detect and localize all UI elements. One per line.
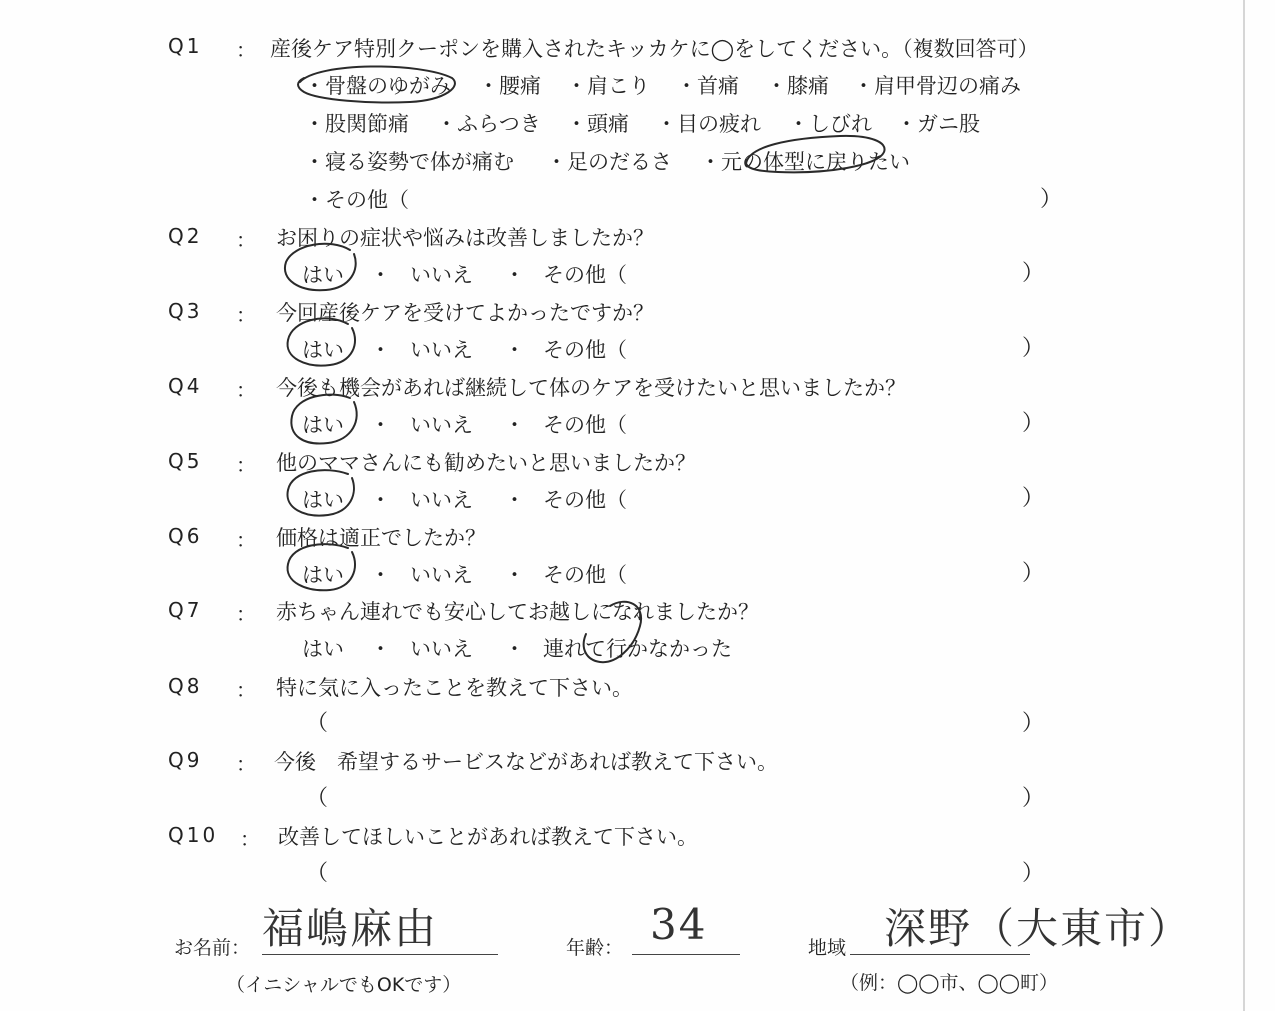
age-value: 34 xyxy=(650,900,708,949)
q2-other: その他（ xyxy=(543,263,627,287)
q1-option-dizziness: ・ふらつき xyxy=(436,112,541,136)
region-label: 地域 xyxy=(808,937,847,959)
q3-sep1: ・ xyxy=(370,338,391,362)
q7-no: いいえ xyxy=(410,637,473,661)
q9-text: 今後 希望するサービスなどがあれば教えて下さい。 xyxy=(274,750,778,774)
q5-sep2: ・ xyxy=(504,488,525,512)
q10-number: Q10 xyxy=(168,823,219,847)
q2-sep1: ・ xyxy=(370,263,391,287)
q8-answer-close: ） xyxy=(1022,711,1045,736)
q5-other-close: ） xyxy=(1022,486,1045,511)
q1-option-leg-fatigue: ・足のだるさ xyxy=(546,150,672,174)
q1-option-lower-back: ・腰痛 xyxy=(478,74,541,98)
q3-no: いいえ xyxy=(410,338,473,362)
age-underline xyxy=(632,954,740,955)
q1-option-body-shape: ・元の体型に戻りたい xyxy=(700,150,910,174)
q7-sep1: ・ xyxy=(370,637,391,661)
name-value: 福嶋麻由 xyxy=(262,904,439,953)
region-note: （例：◯◯市、◯◯町） xyxy=(840,972,1059,994)
q4-colon: ： xyxy=(236,378,256,402)
q3-yes: はい xyxy=(302,338,344,362)
q6-other-close: ） xyxy=(1022,561,1045,586)
q4-other-close: ） xyxy=(1022,411,1045,436)
q3-other-close: ） xyxy=(1022,336,1045,361)
q4-sep2: ・ xyxy=(504,413,525,437)
q4-text: 今後も機会があれば継続して体のケアを受けたいと思いましたか？ xyxy=(276,376,906,400)
page-edge xyxy=(1243,0,1245,1011)
q10-text: 改善してほしいことがあれば教えて下さい。 xyxy=(278,825,698,849)
q1-option-hip: ・股関節痛 xyxy=(304,112,409,136)
q5-colon: ： xyxy=(236,453,256,477)
q2-colon: ： xyxy=(236,228,256,252)
q9-answer-close: ） xyxy=(1022,786,1045,811)
q8-number: Q8 xyxy=(168,674,203,698)
q1-option-other: ・その他（ xyxy=(304,188,409,212)
q6-no: いいえ xyxy=(410,563,473,587)
q1-option-eye-strain: ・目の疲れ xyxy=(656,112,761,136)
q9-answer-open: （ xyxy=(306,786,329,811)
q1-other-close: ） xyxy=(1040,187,1063,212)
q1-option-bowlegs: ・ガニ股 xyxy=(896,112,980,136)
q1-option-shoulder-blade: ・肩甲骨辺の痛み xyxy=(853,74,1021,98)
q8-answer-open: （ xyxy=(306,711,329,736)
q10-answer-open: （ xyxy=(306,861,329,886)
q1-text: 産後ケア特別クーポンを購入されたキッカケに◯をしてください。（複数回答可） xyxy=(270,37,1039,61)
q1-colon: ： xyxy=(236,38,256,62)
q4-no: いいえ xyxy=(410,413,473,437)
q7-number: Q7 xyxy=(168,598,203,622)
q1-option-headache: ・頭痛 xyxy=(566,112,629,136)
name-note: （イニシャルでもOKです） xyxy=(226,974,462,996)
q5-text: 他のママさんにも勧めたいと思いましたか？ xyxy=(276,451,696,475)
q1-option-knee: ・膝痛 xyxy=(766,74,829,98)
q1-number: Q1 xyxy=(168,34,203,58)
q1-option-numbness: ・しびれ xyxy=(788,112,872,136)
q7-text: 赤ちゃん連れでも安心してお越しになれましたか？ xyxy=(276,600,759,624)
q5-number: Q5 xyxy=(168,449,203,473)
region-value: 深野（大東市） xyxy=(884,904,1193,953)
name-underline xyxy=(262,954,498,955)
name-label: お名前： xyxy=(174,937,251,959)
q9-colon: ： xyxy=(236,752,256,776)
q3-number: Q3 xyxy=(168,299,203,323)
q9-number: Q9 xyxy=(168,748,203,772)
q4-sep1: ・ xyxy=(370,413,391,437)
q8-text: 特に気に入ったことを教えて下さい。 xyxy=(276,676,633,700)
q6-yes: はい xyxy=(302,563,344,587)
q2-text: お困りの症状や悩みは改善しましたか？ xyxy=(276,226,654,250)
q1-option-pelvis: ・骨盤のゆがみ xyxy=(304,74,451,98)
q7-did-not-bring: 連れて行かなかった xyxy=(543,637,732,661)
q3-other: その他（ xyxy=(543,338,627,362)
q3-sep2: ・ xyxy=(504,338,525,362)
q3-colon: ： xyxy=(236,303,256,327)
q1-option-neck: ・首痛 xyxy=(676,74,739,98)
q6-other: その他（ xyxy=(543,563,627,587)
q5-sep1: ・ xyxy=(370,488,391,512)
q6-text: 価格は適正でしたか？ xyxy=(276,526,486,550)
q5-no: いいえ xyxy=(410,488,473,512)
q4-other: その他（ xyxy=(543,413,627,437)
q5-yes: はい xyxy=(302,488,344,512)
q2-number: Q2 xyxy=(168,224,203,248)
q1-option-shoulder: ・肩こり xyxy=(566,74,650,98)
q4-number: Q4 xyxy=(168,374,203,398)
q7-yes: はい xyxy=(302,637,344,661)
q6-colon: ： xyxy=(236,528,256,552)
q10-colon: ： xyxy=(240,827,260,851)
q3-text: 今回産後ケアを受けてよかったですか？ xyxy=(276,301,654,325)
q10-answer-close: ） xyxy=(1022,861,1045,886)
q6-sep1: ・ xyxy=(370,563,391,587)
q2-no: いいえ xyxy=(410,263,473,287)
q2-sep2: ・ xyxy=(504,263,525,287)
q4-yes: はい xyxy=(302,413,344,437)
q2-yes: はい xyxy=(302,263,344,287)
q1-option-sleep-pain: ・寝る姿勢で体が痛む xyxy=(304,150,514,174)
q5-other: その他（ xyxy=(543,488,627,512)
region-underline xyxy=(850,954,1030,955)
q6-number: Q6 xyxy=(168,524,203,548)
q6-sep2: ・ xyxy=(504,563,525,587)
q8-colon: ： xyxy=(236,678,256,702)
q7-colon: ： xyxy=(236,602,256,626)
q2-other-close: ） xyxy=(1022,261,1045,286)
q7-sep2: ・ xyxy=(504,637,525,661)
age-label: 年齢： xyxy=(566,937,624,959)
